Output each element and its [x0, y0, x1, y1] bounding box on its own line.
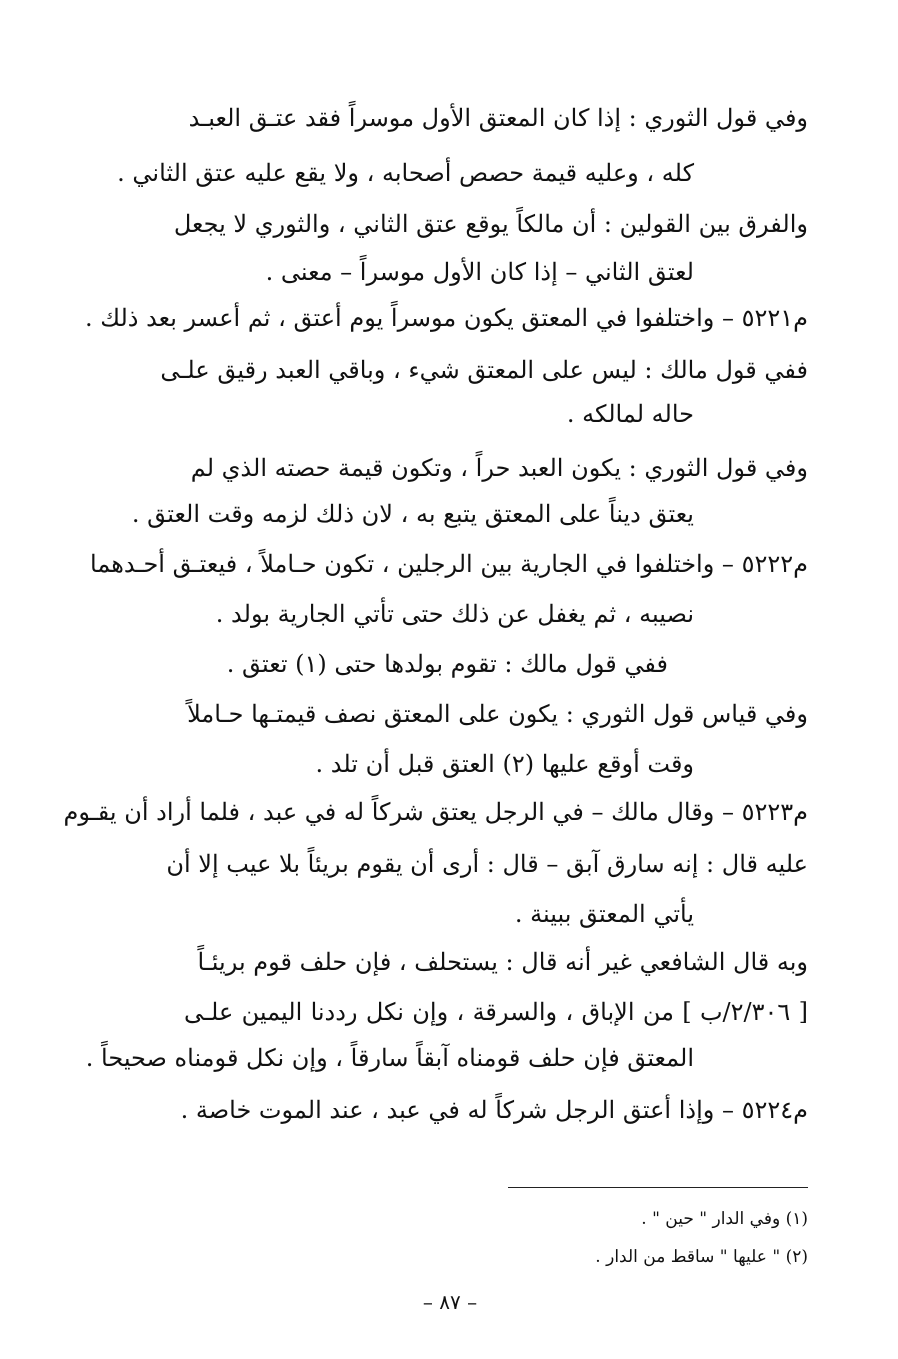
text-line-17: يأتي المعتق ببينة .	[514, 900, 694, 928]
text-line-12: ففي قول مالك : تقوم بولدها حتى (١) تعتق .	[226, 650, 668, 678]
text-line-18: وبه قال الشافعي غير أنه قال : يستحلف ، فإن حلف قوم بريئـاً	[197, 948, 808, 976]
paragraph-5221: م٥٢٢١ – واختلفوا في المعتق يكون موسراً يوم أعتق ، ثم أعسر بعد ذلك .	[84, 304, 808, 332]
text-line-13: وفي قياس قول الثوري : يكون على المعتق نصف قيمتـها حـاملاً	[187, 700, 808, 728]
paragraph-5223: م٥٢٢٣ – وقال مالك – في الرجل يعتق شركاً له في عبد ، فلما أراد أن يقـوم	[63, 798, 808, 826]
text-line-7: حاله لمالكه .	[566, 400, 694, 428]
text-line-9: يعتق ديناً على المعتق يتبع به ، لان ذلك لزمه وقت العتق .	[131, 500, 694, 528]
text-line-16: عليه قال : إنه سارق آبق – قال : أرى أن يقوم بريئاً بلا عيب إلا أن	[166, 850, 808, 878]
text-line-14: وقت أوقع عليها (٢) العتق قبل أن تلد .	[315, 750, 694, 778]
text-line-8: وفي قول الثوري : يكون العبد حراً ، وتكون قيمة حصته الذي لم	[190, 454, 808, 482]
text-line-1: وفي قول الثوري : إذا كان المعتق الأول موسراً فقد عتـق العبـد	[188, 104, 808, 132]
paragraph-5224: م٥٢٢٤ – وإذا أعتق الرجل شركاً له في عبد ، عند الموت خاصة .	[180, 1096, 808, 1124]
text-line-4: لعتق الثاني – إذا كان الأول موسراً – معنى .	[265, 258, 694, 286]
text-line-19: [ ٢/٣٠٦/ب ] من الإباق ، والسرقة ، وإن نكل رددنا اليمين علـى	[184, 998, 809, 1026]
paragraph-5222: م٥٢٢٢ – واختلفوا في الجارية بين الرجلين ، تكون حـاملاً ، فيعتـق أحـدهما	[90, 550, 808, 578]
footnote-divider	[508, 1187, 808, 1188]
page-number: – ٨٧ –	[422, 1290, 478, 1314]
text-line-6: ففي قول مالك : ليس على المعتق شيء ، وباقي العبد رقيق علـى	[160, 356, 808, 384]
text-line-20: المعتق فإن حلف قومناه آبقاً سارقاً ، وإن نكل قومناه صحيحاً .	[85, 1044, 694, 1072]
footnote-1: (١) وفي الدار " حين " .	[641, 1209, 808, 1229]
text-line-2: كله ، وعليه قيمة حصص أصحابه ، ولا يقع عليه عتق الثاني .	[117, 159, 694, 187]
footnote-2: (٢) " عليها " ساقط من الدار .	[595, 1247, 808, 1267]
text-line-11: نصيبه ، ثم يغفل عن ذلك حتى تأتي الجارية بولد .	[215, 600, 694, 628]
text-line-3: والفرق بين القولين : أن مالكاً يوقع عتق الثاني ، والثوري لا يجعل	[173, 210, 808, 238]
